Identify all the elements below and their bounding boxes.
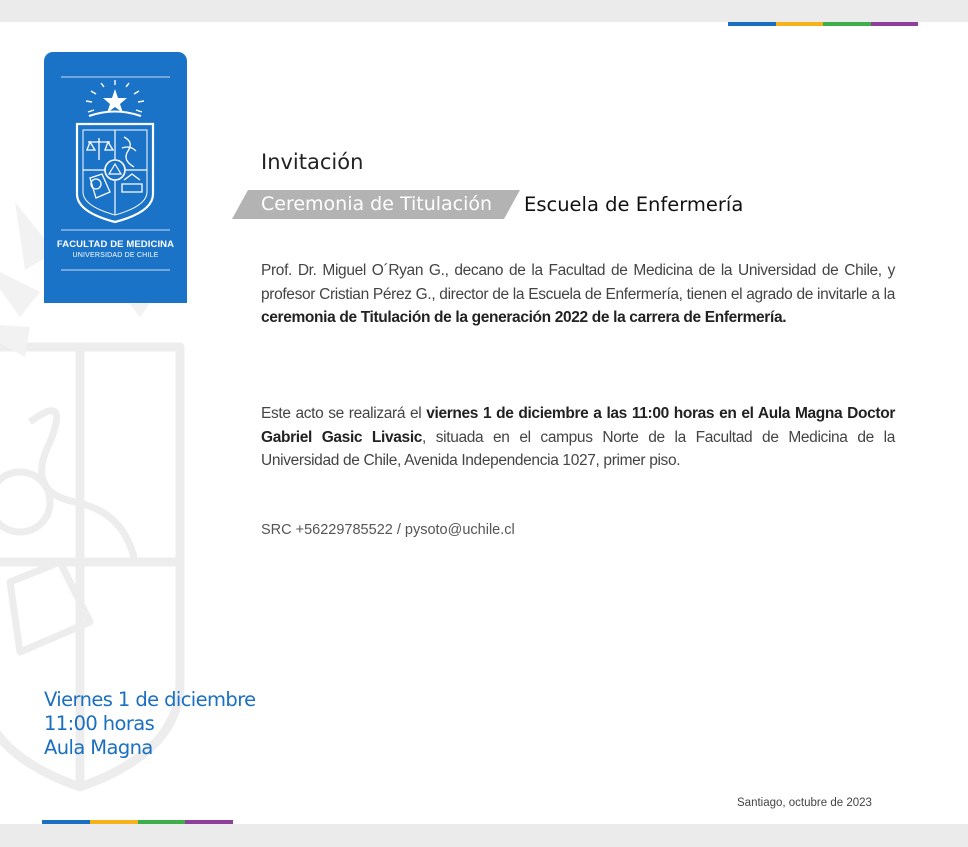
logo-faculty-name: FACULTAD DE MEDICINA <box>56 239 175 250</box>
event-venue: Aula Magna <box>44 736 153 759</box>
invitation-paragraph-2 <box>261 402 895 473</box>
invitation-heading: Invitación <box>261 150 364 174</box>
stripe-segment-green <box>138 820 186 824</box>
invitation-paragraph-1 <box>261 259 895 330</box>
contact-info: SRC +56229785522 / pysoto@uchile.cl <box>261 522 515 538</box>
event-date: Viernes 1 de diciembre <box>44 688 256 711</box>
event-time: 11:00 horas <box>44 712 155 735</box>
stripe-segment-blue <box>728 22 776 26</box>
stripe-segment-yellow <box>90 820 138 824</box>
event-name: Ceremonia de Titulación <box>261 193 493 215</box>
stripe-segment-green <box>823 22 871 26</box>
stripe-segment-purple <box>871 22 919 26</box>
place-and-date: Santiago, octubre de 2023 <box>737 797 872 809</box>
school-name: Escuela de Enfermería <box>524 193 744 216</box>
paragraph-2-text-start: Este acto se realizará el <box>261 405 427 422</box>
paragraph-2-emphasis: viernes 1 de diciembre a las 11:00 horas en el Aula Magna Doctor Gabriel Gasic Livasic <box>261 405 895 446</box>
faculty-coat-of-arms-icon <box>44 52 187 237</box>
stripe-segment-purple <box>185 820 233 824</box>
paragraph-1-text: Prof. Dr. Miguel O´Ryan G., decano de la Facultad de Medicina de la Universidad de Chile, y profesor Cristian Pérez G., director de la Escuela de Enfermería, tienen el agrado de invitarle a la <box>261 262 895 303</box>
paragraph-2-text-end: , situada en el campus Norte de la Facultad de Medicina de la Universidad de Chile, Avenida Independencia 1027, primer piso. <box>261 428 895 470</box>
stripe-segment-yellow <box>776 22 824 26</box>
paragraph-1-emphasis: ceremonia de Titulación de la generación 2022 de la carrera de Enfermería. <box>261 309 787 327</box>
invitation-card <box>0 22 968 824</box>
event-summary <box>44 688 256 760</box>
event-band <box>232 190 520 219</box>
stripe-segment-blue <box>42 820 90 824</box>
faculty-logo <box>44 52 187 303</box>
color-stripe-bottom <box>42 820 233 824</box>
logo-university-name: UNIVERSIDAD DE CHILE <box>72 252 159 259</box>
color-stripe-top <box>728 22 918 26</box>
